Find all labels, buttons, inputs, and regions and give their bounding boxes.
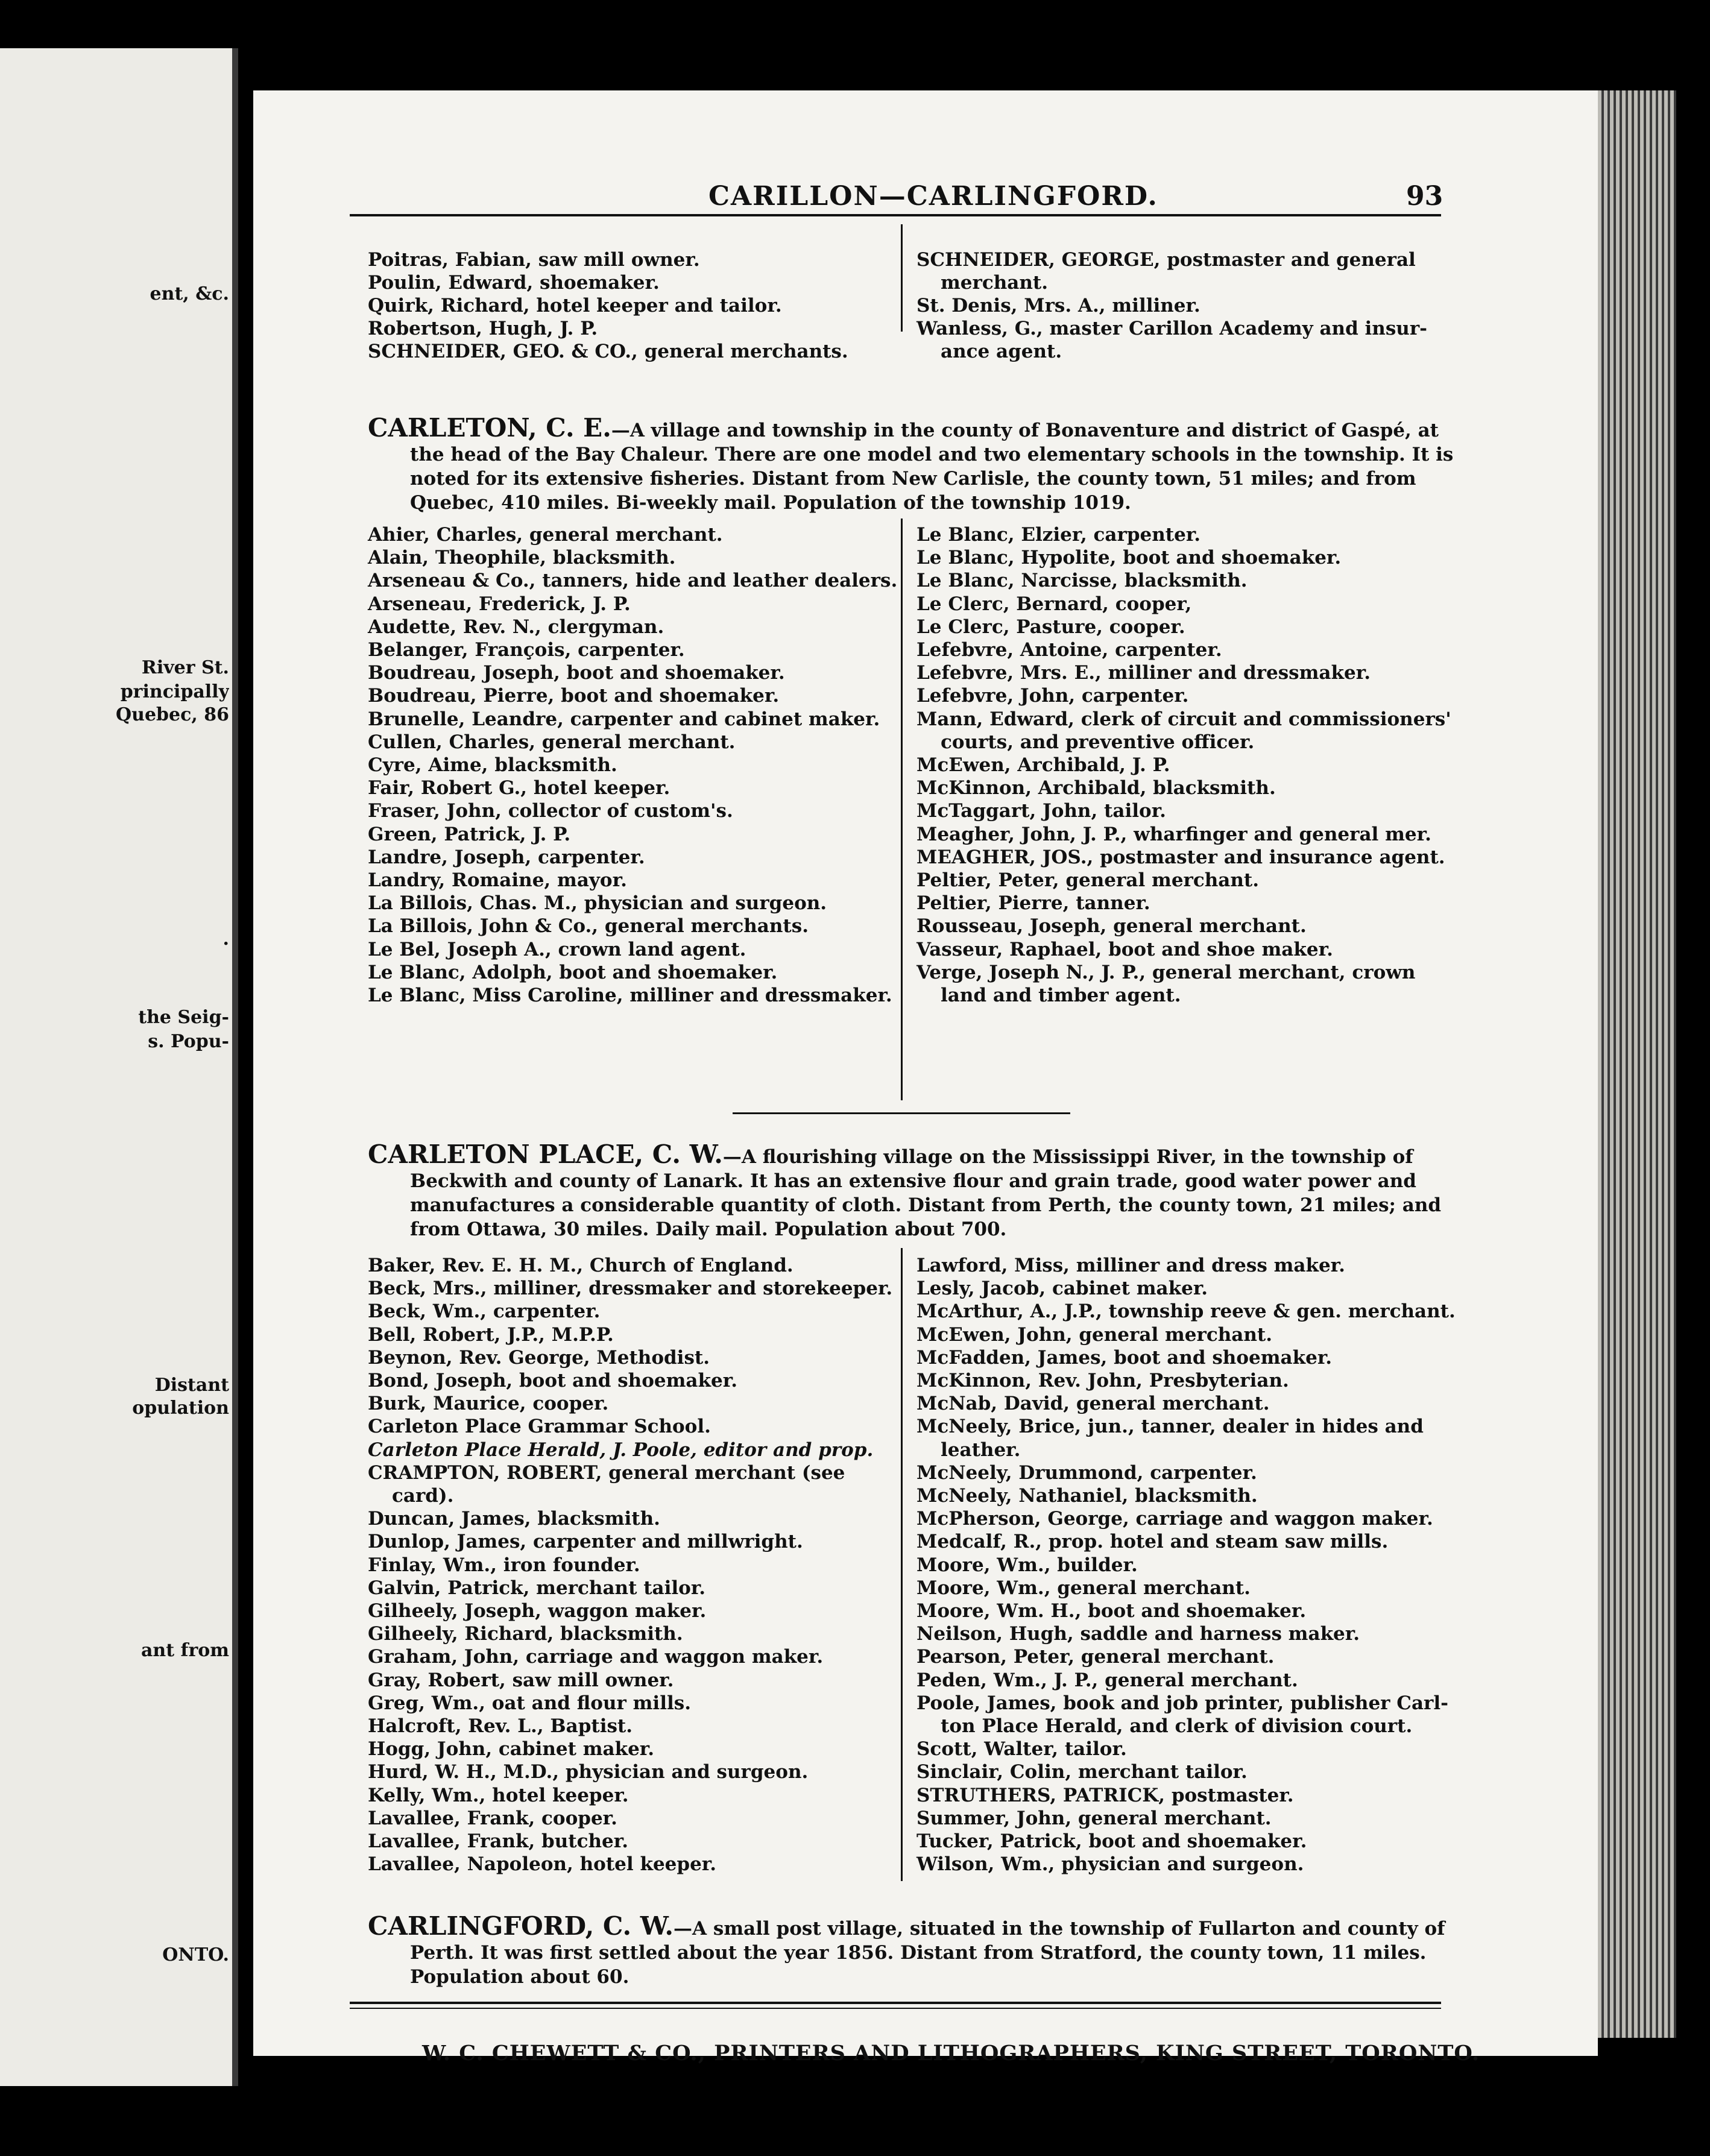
- list-item: Lefebvre, Antoine, carpenter.: [917, 639, 1222, 661]
- list-item: McEwen, Archibald, J. P.: [917, 754, 1170, 776]
- list-item: Bell, Robert, J.P., M.P.P.: [368, 1323, 614, 1346]
- list-item: McTaggart, John, tailor.: [917, 800, 1166, 822]
- list-item: Fraser, John, collector of custom's.: [368, 800, 733, 822]
- list-item: Meagher, John, J. P., wharfinger and general mer.: [917, 823, 1431, 845]
- list-item: Beck, Mrs., milliner, dressmaker and storekeeper.: [368, 1278, 893, 1300]
- list-item: St. Denis, Mrs. A., milliner.: [917, 295, 1200, 317]
- list-item: Sinclair, Colin, merchant tailor.: [917, 1761, 1248, 1783]
- list-item: Carleton Place Herald, J. Poole, editor and prop.: [368, 1439, 874, 1461]
- list-item: Scott, Walter, tailor.: [917, 1738, 1127, 1760]
- list-item: Boudreau, Pierre, boot and shoemaker.: [368, 685, 780, 707]
- list-item: Lefebvre, John, carpenter.: [917, 685, 1189, 707]
- footer-rule: [350, 2002, 1441, 2004]
- list-item: Audette, Rev. N., clergyman.: [368, 616, 664, 638]
- list-item: Beck, Wm., carpenter.: [368, 1300, 601, 1323]
- list-item: Lefebvre, Mrs. E., milliner and dressmaker.: [917, 662, 1371, 684]
- list-item: Poole, James, book and job printer, publisher Carl-: [917, 1692, 1449, 1714]
- list-item: Rousseau, Joseph, general merchant.: [917, 915, 1307, 938]
- list-item: land and timber agent.: [941, 985, 1181, 1006]
- footer-rule: [350, 2008, 1441, 2009]
- list-item: McFadden, James, boot and shoemaker.: [917, 1346, 1333, 1369]
- list-item: Moore, Wm. H., boot and shoemaker.: [917, 1600, 1307, 1622]
- list-item: ton Place Herald, and clerk of division court.: [941, 1715, 1413, 1737]
- place-heading: CARLETON PLACE, C. W.: [368, 1139, 723, 1169]
- list-item: Robertson, Hugh, J. P.: [368, 318, 598, 339]
- list-item: Alain, Theophile, blacksmith.: [368, 547, 676, 569]
- list-item: McKinnon, Archibald, blacksmith.: [917, 777, 1276, 799]
- list-item: Medcalf, R., prop. hotel and steam saw mills.: [917, 1531, 1389, 1553]
- list-item: Le Blanc, Adolph, boot and shoemaker.: [368, 961, 778, 983]
- place-heading: CARLINGFORD, C. W.: [368, 1911, 674, 1941]
- list-item: Le Clerc, Bernard, cooper,: [917, 593, 1192, 615]
- list-item: Carleton Place Grammar School.: [368, 1416, 711, 1438]
- carleton-description: CARLETON, C. E.—A village and township in the county of Bonaventure and district of Gaspé, at the head of the Bay Chaleur. There are one model and two elementary schools in the township. It is noted for its extensive fisheries. Distant from New Carlisle, the county town, 51 miles; and from Quebec, 410 miles. Bi-weekly mail. Population of the township 1019.: [368, 413, 1454, 514]
- list-item: ance agent.: [941, 341, 1062, 362]
- list-item: McNab, David, general merchant.: [917, 1393, 1270, 1415]
- list-item: Kelly, Wm., hotel keeper.: [368, 1784, 629, 1806]
- list-item: STRUTHERS, PATRICK, postmaster.: [917, 1784, 1294, 1806]
- list-item: courts, and preventive officer.: [941, 731, 1255, 753]
- list-item: McPherson, George, carriage and waggon maker.: [917, 1508, 1433, 1530]
- list-item: Peden, Wm., J. P., general merchant.: [917, 1669, 1298, 1691]
- list-item: McEwen, John, general merchant.: [917, 1323, 1273, 1346]
- carlingford-description: CARLINGFORD, C. W.—A small post village, situated in the township of Fullarton and county of Perth. It was first settled about the year 1856. Distant from Stratford, the county town, 11 miles. Population about 60.: [368, 1911, 1445, 1988]
- list-item: Le Blanc, Narcisse, blacksmith.: [917, 570, 1248, 592]
- list-item: SCHNEIDER, GEORGE, postmaster and general: [917, 249, 1416, 271]
- list-item: Lawford, Miss, milliner and dress maker.: [917, 1255, 1345, 1276]
- list-item: SCHNEIDER, GEO. & CO., general merchants.: [368, 341, 848, 362]
- list-item: Arseneau, Frederick, J. P.: [368, 593, 631, 615]
- left-page-fragment: ant from: [140, 1640, 229, 1661]
- list-item: McKinnon, Rev. John, Presbyterian.: [917, 1370, 1289, 1392]
- left-page-fragment: ONTO.: [162, 1944, 229, 1965]
- list-item: Poulin, Edward, shoemaker.: [368, 272, 660, 294]
- section-rule: [733, 1112, 1070, 1114]
- list-item: Peltier, Pierre, tanner.: [917, 892, 1150, 915]
- list-item: Lesly, Jacob, cabinet maker.: [917, 1278, 1208, 1300]
- list-item: Lavallee, Frank, cooper.: [368, 1807, 617, 1829]
- list-item: Wilson, Wm., physician and surgeon.: [917, 1853, 1304, 1876]
- list-item: Burk, Maurice, cooper.: [368, 1393, 609, 1415]
- left-page-fragment: principally: [120, 681, 229, 702]
- list-item: Gray, Robert, saw mill owner.: [368, 1669, 674, 1691]
- left-page-fragment: ent, &c.: [150, 283, 229, 304]
- left-page-fragment: the Seig-: [138, 1007, 229, 1028]
- directory-page: [253, 90, 1598, 2066]
- list-item: Le Blanc, Elzier, carpenter.: [917, 524, 1201, 546]
- list-item: Bond, Joseph, boot and shoemaker.: [368, 1370, 737, 1392]
- list-item: Belanger, François, carpenter.: [368, 639, 685, 661]
- list-item: La Billois, John & Co., general merchants.: [368, 915, 809, 938]
- list-item: Wanless, G., master Carillon Academy and insur-: [917, 318, 1428, 339]
- list-item: Le Blanc, Hypolite, boot and shoemaker.: [917, 547, 1342, 569]
- list-item: McNeely, Drummond, carpenter.: [917, 1461, 1257, 1484]
- left-page-fragment: Distant: [154, 1375, 229, 1396]
- left-page-fragment: .: [222, 928, 229, 950]
- list-item: Galvin, Patrick, merchant tailor.: [368, 1577, 706, 1599]
- list-item: CRAMPTON, ROBERT, general merchant (see: [368, 1461, 845, 1484]
- list-item: Halcroft, Rev. L., Baptist.: [368, 1715, 633, 1737]
- list-item: Boudreau, Joseph, boot and shoemaker.: [368, 662, 785, 684]
- page-number: 93: [1406, 181, 1443, 212]
- list-item: Poitras, Fabian, saw mill owner.: [368, 249, 700, 271]
- printer-footer: W. C. CHEWETT & CO., PRINTERS AND LITHOGRAPHERS, KING STREET, TORONTO.: [422, 2041, 1480, 2066]
- list-item: Hurd, W. H., M.D., physician and surgeon.: [368, 1761, 809, 1783]
- list-item: Vasseur, Raphael, boot and shoe maker.: [917, 938, 1333, 960]
- list-item: card).: [392, 1485, 454, 1507]
- list-item: Landry, Romaine, mayor.: [368, 869, 627, 891]
- list-item: Cyre, Aime, blacksmith.: [368, 754, 617, 776]
- column-divider: [901, 1248, 903, 1881]
- list-item: Beynon, Rev. George, Methodist.: [368, 1346, 710, 1369]
- list-item: Verge, Joseph N., J. P., general merchant, crown: [917, 961, 1416, 983]
- list-item: Tucker, Patrick, boot and shoemaker.: [917, 1830, 1307, 1852]
- list-item: Dunlop, James, carpenter and millwright.: [368, 1531, 803, 1553]
- list-item: Greg, Wm., oat and flour mills.: [368, 1692, 692, 1714]
- list-item: Finlay, Wm., iron founder.: [368, 1554, 640, 1576]
- list-item: Le Clerc, Pasture, cooper.: [917, 616, 1185, 638]
- list-item: McNeely, Brice, jun., tanner, dealer in hides and: [917, 1416, 1424, 1438]
- list-item: Lavallee, Frank, butcher.: [368, 1830, 629, 1852]
- list-item: Neilson, Hugh, saddle and harness maker.: [917, 1623, 1360, 1645]
- list-item: Duncan, James, blacksmith.: [368, 1508, 660, 1530]
- list-item: Quirk, Richard, hotel keeper and tailor.: [368, 295, 782, 317]
- list-item: Peltier, Peter, general merchant.: [917, 869, 1260, 891]
- left-page-edge: [0, 48, 238, 2086]
- list-item: Pearson, Peter, general merchant.: [917, 1646, 1275, 1668]
- left-page-fragment: River St.: [141, 657, 229, 678]
- list-item: Le Bel, Joseph A., crown land agent.: [368, 938, 746, 960]
- list-item: Cullen, Charles, general merchant.: [368, 731, 736, 753]
- list-item: Green, Patrick, J. P.: [368, 823, 571, 845]
- list-item: Graham, John, carriage and waggon maker.: [368, 1646, 824, 1668]
- list-item: Moore, Wm., builder.: [917, 1554, 1138, 1576]
- list-item: merchant.: [941, 272, 1049, 294]
- list-item: leather.: [941, 1439, 1021, 1461]
- list-item: Lavallee, Napoleon, hotel keeper.: [368, 1853, 717, 1876]
- list-item: Le Blanc, Miss Caroline, milliner and dressmaker.: [368, 985, 892, 1006]
- left-page-fragment: opulation: [132, 1398, 229, 1419]
- list-item: Arseneau & Co., tanners, hide and leather dealers.: [368, 570, 898, 592]
- left-page-fragment: s. Popu-: [148, 1031, 229, 1052]
- left-page-fragment: Quebec, 86: [116, 704, 229, 725]
- column-divider: [901, 224, 903, 332]
- list-item: Gilheely, Richard, blacksmith.: [368, 1623, 683, 1645]
- list-item: Brunelle, Leandre, carpenter and cabinet maker.: [368, 708, 880, 730]
- list-item: Hogg, John, cabinet maker.: [368, 1738, 655, 1760]
- list-item: Gilheely, Joseph, waggon maker.: [368, 1600, 707, 1622]
- column-divider: [901, 519, 903, 1100]
- place-heading: CARLETON, C. E.: [368, 413, 611, 443]
- list-item: McArthur, A., J.P., township reeve & gen. merchant.: [917, 1300, 1456, 1323]
- list-item: La Billois, Chas. M., physician and surgeon.: [368, 892, 827, 915]
- carleton-place-description: CARLETON PLACE, C. W.—A flourishing village on the Mississippi River, in the township of Beckwith and county of Lanark. It has an extensive flour and grain trade, good water power and manufactures a considerable quantity of cloth. Distant from Perth, the county town, 21 miles; and from Ottawa, 30 miles. Daily mail. Population about 700.: [368, 1139, 1442, 1240]
- list-item: Summer, John, general merchant.: [917, 1807, 1272, 1829]
- header-rule: [350, 214, 1441, 216]
- list-item: MEAGHER, JOS., postmaster and insurance agent.: [917, 846, 1445, 868]
- list-item: Landre, Joseph, carpenter.: [368, 846, 645, 868]
- list-item: McNeely, Nathaniel, blacksmith.: [917, 1485, 1258, 1507]
- list-item: Ahier, Charles, general merchant.: [368, 524, 723, 546]
- list-item: Fair, Robert G., hotel keeper.: [368, 777, 670, 799]
- list-item: Baker, Rev. E. H. M., Church of England.: [368, 1255, 793, 1276]
- list-item: Mann, Edward, clerk of circuit and commissioners': [917, 708, 1451, 730]
- list-item: Moore, Wm., general merchant.: [917, 1577, 1251, 1599]
- running-head: CARILLON—CARLINGFORD.: [708, 181, 1158, 212]
